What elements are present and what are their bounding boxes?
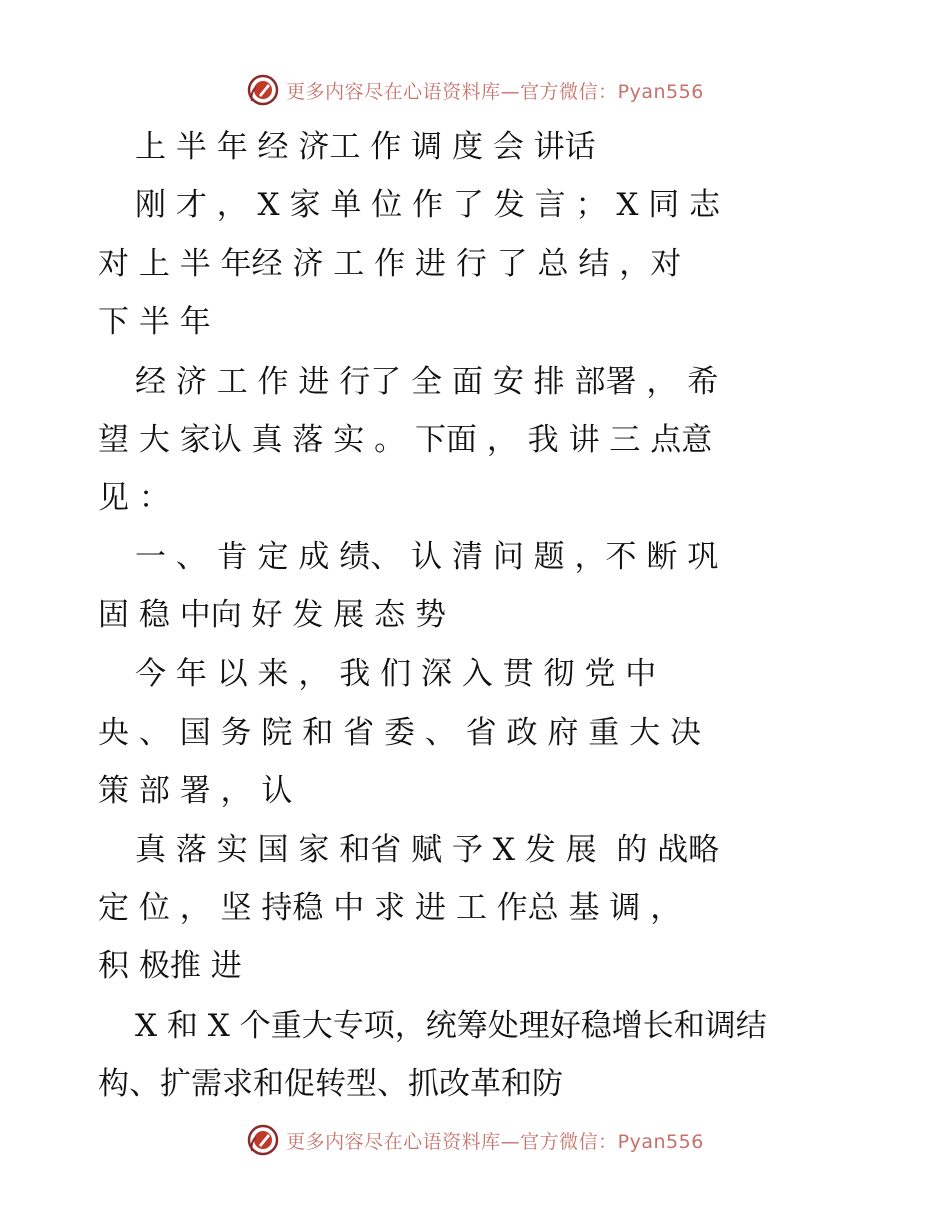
pen-logo-icon [246,73,280,107]
text-line: 真 落 实 国 家 和省 赋 予 X 发 展 的 战略 [135,832,720,868]
text-line: 见 ： [98,480,170,516]
text-line: X 和 X 个重大专项，统筹处理好稳增长和调结 [135,1008,767,1044]
text-line: 央 、 国 务 院 和 省 委 、 省 政 府 重 大 决 [98,715,701,751]
text-line: 下 半 年 [98,304,211,340]
document-title: 上 半 年 经 济工 作 调 度 会 讲话 [135,129,596,165]
footer-watermark-text: 更多内容尽在心语资料库—官方微信：Pyan556 [286,1130,704,1153]
text-line: 对 上 半 年经 济 工 作 进 行 了 总 结 ，对 [98,246,682,282]
pen-logo-icon [246,1123,280,1157]
footer-watermark [0,1120,950,1160]
text-line: 定 位 ， 坚 持稳 中 求 进 工 作总 基 调 ， [98,890,682,926]
text-line: 经 济 工 作 进 行了 全 面 安 排 部署 ， 希 [135,364,719,400]
text-line: 刚 才 ， X 家 单 位 作 了 发 言 ； X 同 志 [135,187,721,223]
text-line: 策 部 署 ， 认 [98,773,293,809]
text-line: 积 极推 进 [98,948,242,984]
text-line: 望 大 家认 真 落 实 。 下面 ， 我 讲 三 点意 [98,422,713,458]
section-heading: 一 、 肯 定 成 绩、 认 清 问 题 ，不 断 巩 [135,539,719,575]
text-line: 今 年 以 来 ， 我 们 深 入 贯 彻 党 中 [135,656,657,692]
section-heading: 固 稳 中向 好 发 展 态 势 [98,597,446,633]
header-watermark-text: 更多内容尽在心语资料库—官方微信：Pyan556 [286,80,704,103]
text-line: 构、扩需求和促转型、抓改革和防 [98,1066,563,1102]
header-watermark [0,70,950,110]
